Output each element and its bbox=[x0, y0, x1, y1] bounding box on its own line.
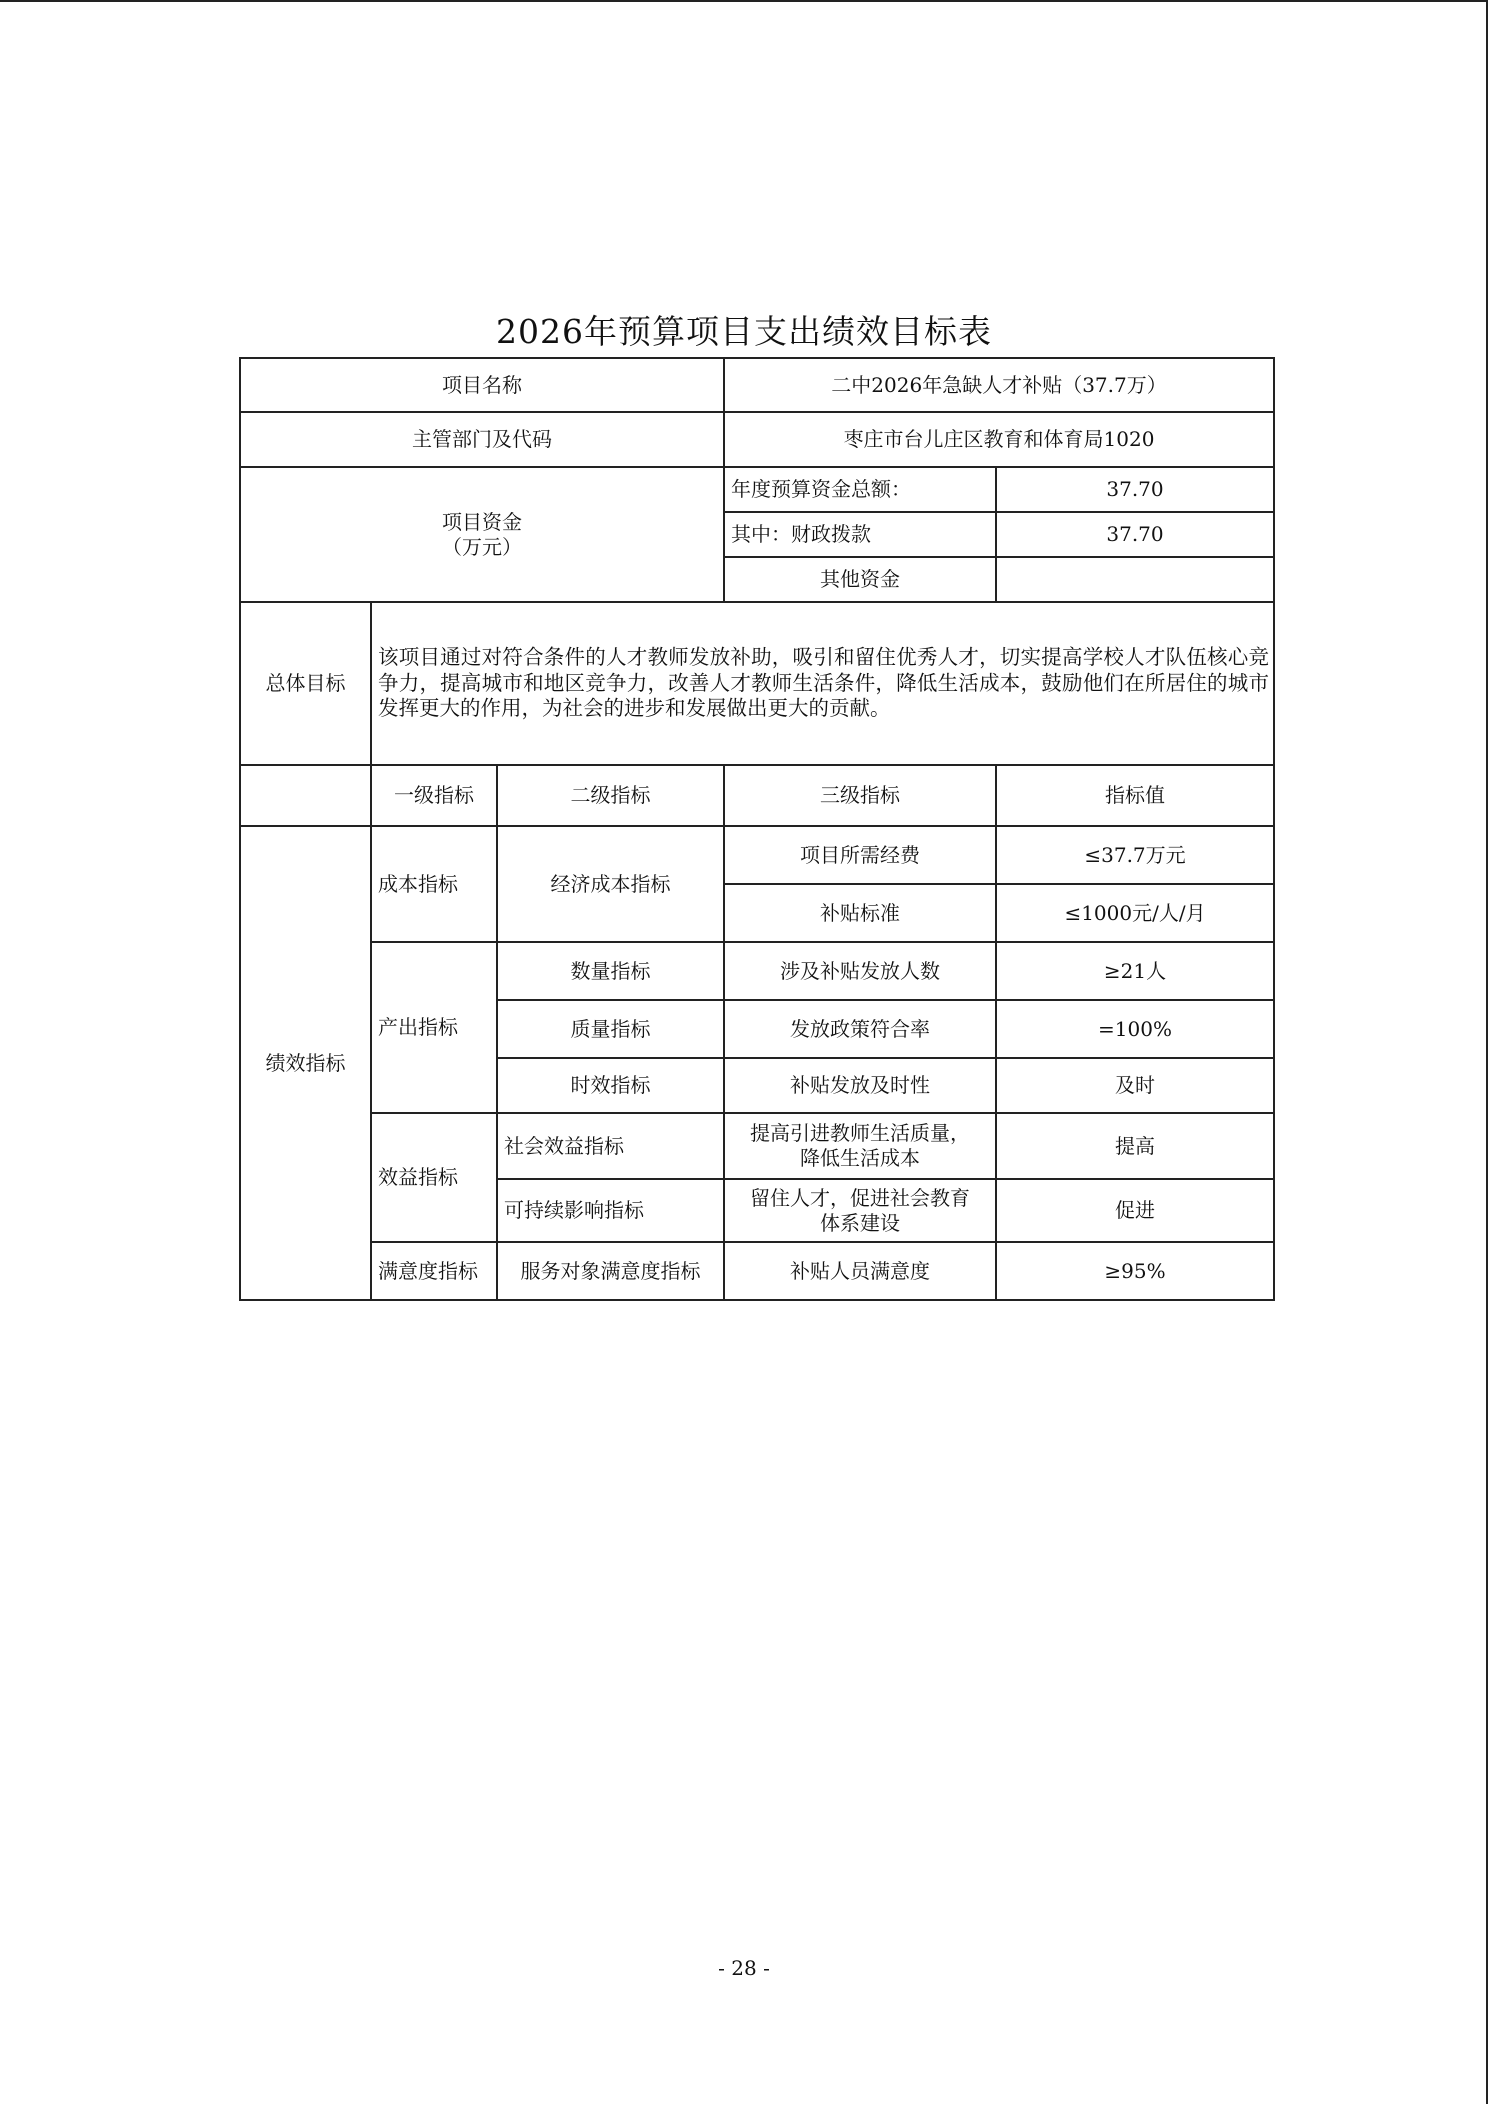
funds-total-row bbox=[240, 467, 1274, 512]
funds-other-value bbox=[996, 557, 1274, 602]
indicator-value: 及时 bbox=[996, 1058, 1274, 1113]
level3-indicator bbox=[724, 1113, 996, 1179]
funds-fiscal-label: 其中：财政拨款 bbox=[724, 512, 996, 557]
indicator-value: ≥95% bbox=[996, 1242, 1274, 1300]
funds-total-label: 年度预算资金总额： bbox=[724, 467, 996, 512]
overall-goal-row bbox=[240, 602, 1274, 765]
performance-indicators-label: 绩效指标 bbox=[240, 826, 371, 1300]
table-row bbox=[240, 1242, 1274, 1300]
level3-line: 留住人才，促进社会教育 bbox=[750, 1185, 971, 1210]
level3-indicator: 补贴人员满意度 bbox=[724, 1242, 996, 1300]
indicator-value: ≤37.7万元 bbox=[996, 826, 1274, 884]
project-name-label: 项目名称 bbox=[240, 358, 724, 412]
header-level2: 二级指标 bbox=[497, 765, 724, 826]
indicator-value: 促进 bbox=[996, 1179, 1274, 1242]
output-indicator-label: 产出指标 bbox=[371, 942, 497, 1113]
project-funds-title: 项目资金 bbox=[442, 509, 522, 534]
level2-indicator: 质量指标 bbox=[497, 1000, 724, 1058]
level3-line: 降低生活成本 bbox=[800, 1146, 921, 1170]
level3-line: 体系建设 bbox=[820, 1210, 901, 1235]
level3-indicator bbox=[724, 1179, 996, 1242]
table-row bbox=[240, 942, 1274, 1000]
page-title: 2026年预算项目支出绩效目标表 bbox=[496, 312, 992, 351]
header-value: 指标值 bbox=[996, 765, 1274, 826]
project-funds-label bbox=[240, 467, 724, 602]
funds-other-label: 其他资金 bbox=[724, 557, 996, 602]
satisfaction-indicator-label: 满意度指标 bbox=[371, 1242, 497, 1300]
level3-indicator: 补贴发放及时性 bbox=[724, 1058, 996, 1113]
table-row bbox=[240, 826, 1274, 884]
department-label: 主管部门及代码 bbox=[240, 412, 724, 467]
project-name-row bbox=[240, 358, 1274, 412]
indicator-value: ≤1000元/人/月 bbox=[996, 884, 1274, 942]
indicator-value: ≥21人 bbox=[996, 942, 1274, 1000]
level3-indicator: 项目所需经费 bbox=[724, 826, 996, 884]
indicator-value: =100% bbox=[996, 1000, 1274, 1058]
level3-indicator: 补贴标准 bbox=[724, 884, 996, 942]
header-blank-cell bbox=[240, 765, 371, 826]
level3-indicator: 涉及补贴发放人数 bbox=[724, 942, 996, 1000]
overall-goal-label: 总体目标 bbox=[240, 602, 371, 765]
indicator-header-row bbox=[240, 765, 1274, 826]
funds-total-value: 37.70 bbox=[996, 467, 1274, 512]
level2-indicator: 社会效益指标 bbox=[497, 1113, 724, 1179]
level2-indicator: 时效指标 bbox=[497, 1058, 724, 1113]
project-funds-unit: （万元） bbox=[442, 534, 522, 559]
benefit-indicator-label: 效益指标 bbox=[371, 1113, 497, 1242]
overall-goal-text: 该项目通过对符合条件的人才教师发放补助，吸引和留住优秀人才，切实提高学校人才队伍核心竞争力，提高城市和地区竞争力，改善人才教师生活条件，降低生活成本，鼓励他们在所居住的城市发挥更大的作用，为社会的进步和发展做出更大的贡献。 bbox=[371, 602, 1274, 765]
level3-indicator: 发放政策符合率 bbox=[724, 1000, 996, 1058]
level2-indicator: 可持续影响指标 bbox=[497, 1179, 724, 1242]
department-row bbox=[240, 412, 1274, 467]
department-value: 枣庄市台儿庄区教育和体育局1020 bbox=[724, 412, 1274, 467]
page-number: - 28 - bbox=[718, 1956, 770, 1980]
header-level1: 一级指标 bbox=[371, 765, 497, 826]
table-row bbox=[240, 1113, 1274, 1179]
funds-fiscal-value: 37.70 bbox=[996, 512, 1274, 557]
page-border-top bbox=[0, 0, 1488, 2]
cost-indicator-label: 成本指标 bbox=[371, 826, 497, 942]
economic-cost-indicator: 经济成本指标 bbox=[497, 826, 724, 942]
performance-target-table bbox=[239, 357, 1275, 1301]
level2-indicator: 数量指标 bbox=[497, 942, 724, 1000]
level2-indicator: 服务对象满意度指标 bbox=[497, 1242, 724, 1300]
level3-line: 提高引进教师生活质量， bbox=[750, 1121, 971, 1145]
indicator-value: 提高 bbox=[996, 1113, 1274, 1179]
header-level3: 三级指标 bbox=[724, 765, 996, 826]
project-name-value: 二中2026年急缺人才补贴（37.7万） bbox=[724, 358, 1274, 412]
